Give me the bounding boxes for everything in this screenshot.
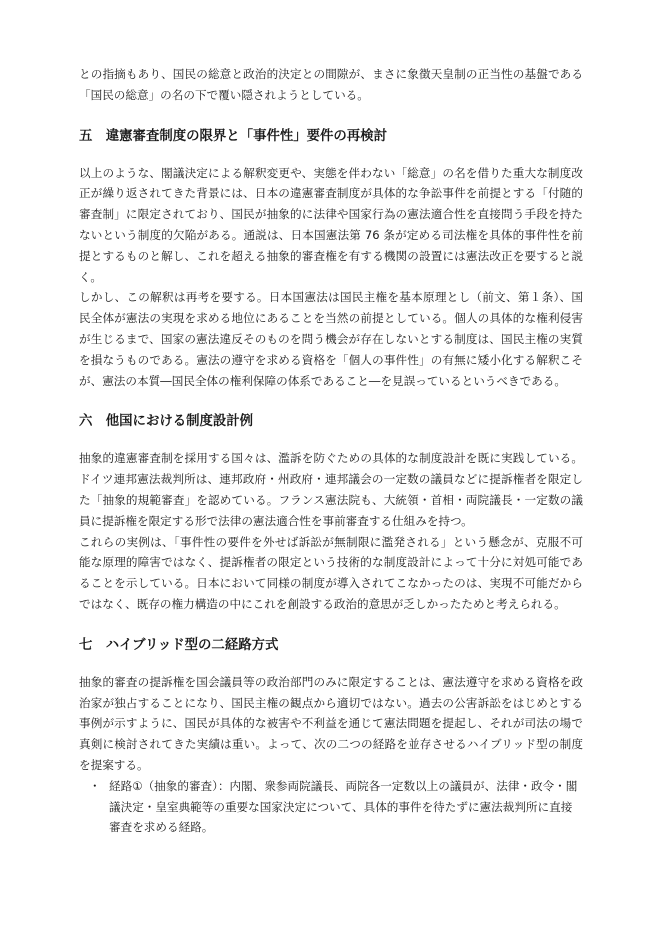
body-paragraph: 抽象的違憲審査制を採用する国々は、濫訴を防ぐための具体的な制度設計を既に実践している。ドイツ連邦憲法裁判所は、連邦政府・州政府・連邦議会の一定数の議員などに提訴権者を限定した「抽象的規範審査」を認めている。フランス憲法院も、大統領・首相・両院議長・一定数の議員に提訴権を限定する形で法律の憲法適合性を事前審査する仕組みを持つ。: [79, 451, 583, 528]
list-item: [89, 776, 583, 838]
section-heading: 五 違憲審査制度の限界と「事件性」要件の再検討: [79, 128, 387, 144]
bullet-marker: ・: [89, 778, 101, 793]
section-heading: 六 他国における制度設計例: [79, 414, 254, 430]
list-item-text: 経路①（抽象的審査）：内閣、衆参両院議長、両院各一定数以上の議員が、法律・政令・閣議決定・皇室典範等の重要な国家決定について、具体的事件を待たずに憲法裁判所に直接審査を求める経路。: [109, 778, 578, 835]
section-heading: 七 ハイブリッド型の二経路方式: [79, 637, 279, 653]
body-paragraph: しかし、この解釈は再考を要する。日本国憲法は国民主権を基本原理とし（前文、第１条）、国民全体が憲法の実現を求める地位にあることを当然の前提としている。個人の具体的な権利侵害が生じるまで、国家の憲法違反そのものを問う機会が存在しないとする制度は、国民主権の実質を損なうものである。憲法の遵守を求める資格を「個人の事件性」の有無に矮小化する解釈こそが、憲法の本質―国民全体の権利保障の体系であること―を見誤っているというべきである。: [79, 290, 583, 388]
section-5: [79, 127, 583, 392]
body-paragraph: これらの実例は、「事件性の要件を外せば訴訟が無制限に濫発される」という懸念が、克服不可能な原理的障害ではなく、提訴権者の限定という技術的な制度設計によって十分に対処可能であることを示している。日本において同様の制度が導入されてこなかったのは、実現不可能だからではなく、既存の権力構造の中にこれを創設する政治的意思が乏しかったためと考えられる。: [79, 534, 583, 611]
section-6: [79, 412, 583, 614]
intro-paragraph: との指摘もあり、国民の総意と政治的決定との間隙が、まさに象徴天皇制の正当性の基盤である「国民の総意」の名の下で覆い隠されようとしている。: [79, 67, 583, 102]
body-paragraph: 以上のような、閣議決定による解釈変更や、実態を伴わない「総意」の名を借りた重大な制度改正が繰り返されてきた背景には、日本の違憲審査制度が具体的な争訟事件を前提とする「付随的審査制」に限定されており、国民が抽象的に法律や国家行為の憲法適合性を直接問う手段を持たないという制度的欠陥がある。通説は、日本国憲法第 76 条が定める司法権を具体的事件性を前提とするものと解し、これを超える抽象的審査権を有する機関の設置には憲法改正を要すると説く。: [79, 165, 583, 284]
body-paragraph: 抽象的審査の提訴権を国会議員等の政治部門のみに限定することは、憲法遵守を求める資格を政治家が独占することになり、国民主権の観点から適切ではない。過去の公害訴訟をはじめとする事例が示すように、国民が具体的な被害や不利益を通じて憲法問題を提起し、それが司法の場で真剣に検討されてきた実績は重い。よって、次の二つの経路を並存させるハイブリッド型の制度を提案する。: [79, 674, 583, 772]
section-7: [79, 636, 583, 838]
